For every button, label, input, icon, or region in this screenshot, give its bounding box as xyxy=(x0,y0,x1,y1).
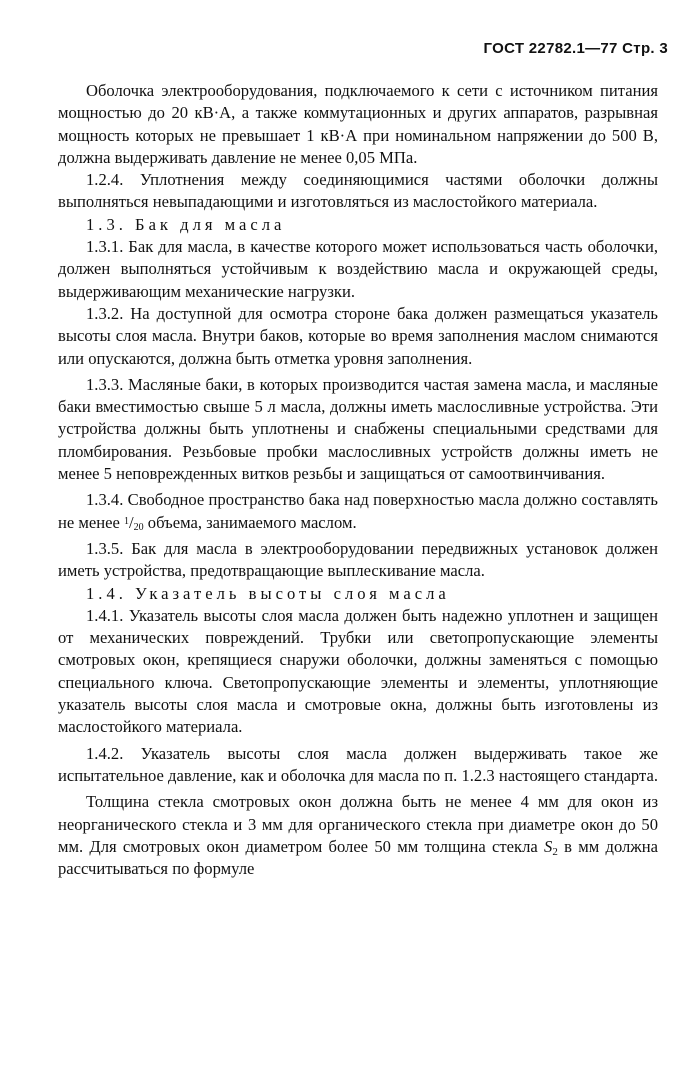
paragraph-1-4-1: 1.4.1. Указатель высоты слоя масла должен быть надежно уплотнен и защищен от механических повреждений. Трубки или светопропускающие элементы смотровых окон, крепящиеся снаружи оболочки, должны заменяться с помощью специального ключа. Светопропускающие элементы и элементы, уплотняющие указатель высоты слоя масла и смотровые окна, должны быть изготовлены из маслостойкого материала. xyxy=(58,605,658,737)
paragraph-1-3-1: 1.3.1. Бак для масла, в качестве которого может использоваться часть оболочки, должен выполняться устойчивым к воздействию масла и окружающей среды, выдерживающим механические нагрузки. xyxy=(58,237,658,301)
symbol-s-subscript: 2 xyxy=(552,845,558,858)
paragraph-1-3-4 xyxy=(58,489,658,534)
glass-thickness-text-start: Толщина стекла смотровых окон должна быть не менее 4 мм для окон из неорганического стекла и 3 мм для органического стекла при диаметре окон до 50 мм. Для смотровых окон диаметром более 50 мм толщина стекла xyxy=(58,792,658,856)
paragraph-shell-pressure: Оболочка электрооборудования, подключаемого к сети с источником питания мощностью до 20 кВ·А, а также коммутационных и других аппаратов, разрывная мощность которых не превышает 1 кВ·А при номинальном напряжении до 500 В, должна выдерживать давление не менее 0,05 МПа. xyxy=(58,81,658,167)
symbol-s: S xyxy=(544,836,553,856)
fraction-one-twentieth: $^1/_{20}$ xyxy=(124,512,144,533)
paragraph-1-3-4-text-end: объема, занимаемого маслом. xyxy=(143,512,357,532)
section-heading-1-3: 1.3. Бак для масла xyxy=(86,214,286,234)
section-heading-1-4: 1.4. Указатель высоты слоя масла xyxy=(86,583,450,603)
paragraph-1-3-3: 1.3.3. Масляные баки, в которых производится частая замена масла, и масляные баки вместимостью свыше 5 л масла, должны иметь маслосливные устройства. Эти устройства должны быть уплотнены и снабжены специальными средствами для пломбирования. Резьбовые пробки маслосливных устройств должны иметь не менее 5 неповрежденных витков резьбы и защищаться от самоотвинчивания. xyxy=(58,374,658,484)
paragraph-1-4-2: 1.4.2. Указатель высоты слоя масла должен выдерживать такое же испытательное давление, как и оболочка для масла по п. 1.2.3 настоящего стандарта. xyxy=(58,743,658,785)
paragraph-1-3-2: 1.3.2. На доступной для осмотра стороне бака должен размещаться указатель высоты слоя масла. Внутри баков, которые во время заполнения маслом снимаются или опускаются, должна быть отметка уровня заполнения. xyxy=(58,303,658,368)
glass-thickness-text-end: в мм должна рассчитываться по формуле xyxy=(58,836,659,879)
paragraph-glass-thickness xyxy=(58,791,658,880)
paragraph-1-2-4: 1.2.4. Уплотнения между соединяющимися частями оболочки должны выполняться невыпадающими и изготовляться из маслостойкого материала. xyxy=(58,170,658,212)
document-body xyxy=(58,80,658,880)
page-header: ГОСТ 22782.1—77 Стр. 3 xyxy=(483,40,668,57)
paragraph-1-3-4-text-start: 1.3.4. Свободное пространство бака над поверхностью масла должно составлять не менее xyxy=(58,490,658,532)
paragraph-1-3-5: 1.3.5. Бак для масла в электрооборудовании передвижных установок должен иметь устройства, предотвращающие выплескивание масла. xyxy=(58,538,658,581)
fraction-numerator: 1 xyxy=(124,515,130,527)
fraction-denominator: 20 xyxy=(133,521,144,533)
